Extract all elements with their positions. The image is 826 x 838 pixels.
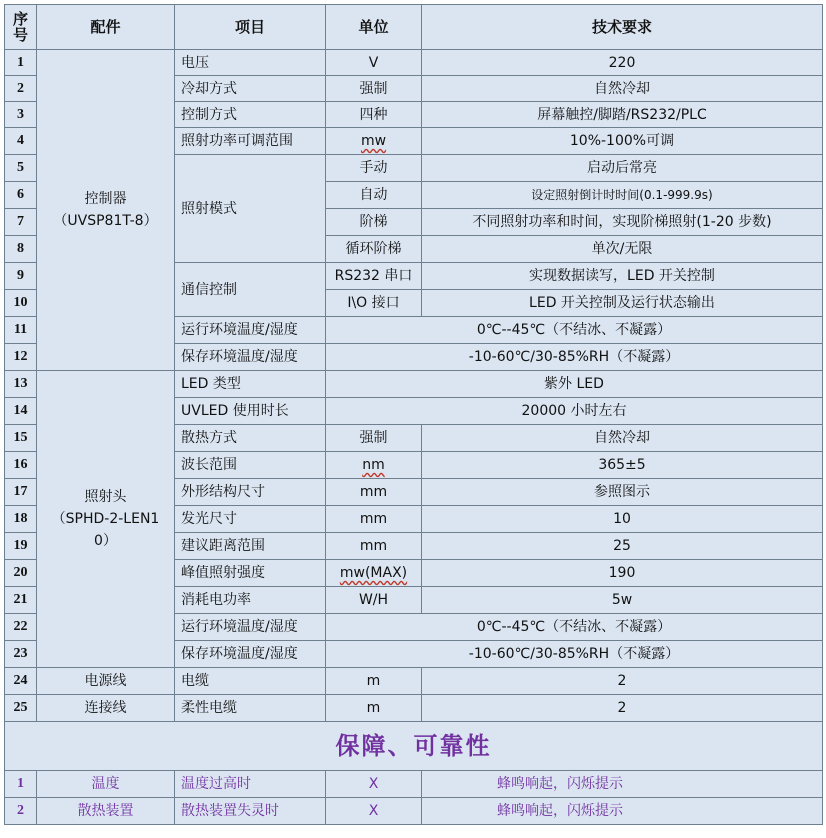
unit-cell: RS232 串口 [326,263,422,290]
item-cell: 保存环境温度/湿度 [175,641,326,668]
item-cell: 保存环境温度/湿度 [175,344,326,371]
requirement-cell: 单次/无限 [422,236,823,263]
row-no: 4 [5,128,37,155]
item-cell: 通信控制 [175,263,326,317]
requirement-cell: 2 [422,668,823,695]
requirement-cell: 紫外 LED [326,371,823,398]
row-no: 25 [5,695,37,722]
row-no: 1 [5,771,37,798]
row-no: 7 [5,209,37,236]
row-no: 12 [5,344,37,371]
item-cell: 控制方式 [175,102,326,128]
table-row [5,798,823,825]
requirement-cell: 0℃--45℃（不结冰、不凝露） [326,614,823,641]
table-row [5,668,823,695]
row-no: 5 [5,155,37,182]
item-cell: 消耗电功率 [175,587,326,614]
requirement-cell: 5w [422,587,823,614]
part-cell: 散热装置 [37,798,175,825]
item-cell: 照射模式 [175,155,326,263]
unit-cell: 阶梯 [326,209,422,236]
section-title: 保障、可靠性 [5,722,823,771]
row-no: 23 [5,641,37,668]
row-no: 24 [5,668,37,695]
row-no: 14 [5,398,37,425]
unit-cell: V [326,50,422,76]
row-no: 11 [5,317,37,344]
item-cell: 柔性电缆 [175,695,326,722]
unit-cell: X [326,771,422,798]
requirement-cell: 10%-100%可调 [422,128,823,155]
requirement-cell: 蜂鸣响起，闪烁提示 [422,771,823,798]
item-cell: 外形结构尺寸 [175,479,326,506]
unit-cell: 强制 [326,76,422,102]
requirement-cell: 25 [422,533,823,560]
row-no: 16 [5,452,37,479]
table-row [5,50,823,76]
unit-cell: X [326,798,422,825]
requirement-cell: 屏幕触控/脚踏/RS232/PLC [422,102,823,128]
requirement-cell: 220 [422,50,823,76]
unit-cell: W/H [326,587,422,614]
item-cell: 照射功率可调范围 [175,128,326,155]
unit-cell: I\O 接口 [326,290,422,317]
row-no: 15 [5,425,37,452]
controller-part-cell: 控制器 （UVSP81T-8） [37,50,175,371]
requirement-cell: 自然冷却 [422,76,823,102]
item-cell: 运行环境温度/湿度 [175,614,326,641]
unit-cell: 自动 [326,182,422,209]
row-no: 13 [5,371,37,398]
unit-cell: m [326,695,422,722]
unit-cell: mw [326,128,422,155]
requirement-cell: 参照图示 [422,479,823,506]
row-no: 9 [5,263,37,290]
unit-cell: mm [326,506,422,533]
part-cell: 温度 [37,771,175,798]
unit-cell: mm [326,479,422,506]
row-no: 2 [5,798,37,825]
requirement-cell: LED 开关控制及运行状态输出 [422,290,823,317]
requirement-cell: 2 [422,695,823,722]
requirement-cell: 365±5 [422,452,823,479]
header-item: 项目 [175,5,326,50]
item-cell: 温度过高时 [175,771,326,798]
section-row [5,722,823,771]
unit-cell: 手动 [326,155,422,182]
requirement-cell: 20000 小时左右 [326,398,823,425]
row-no: 22 [5,614,37,641]
header-requirement: 技术要求 [422,5,823,50]
table-row [5,371,823,398]
table-row [5,771,823,798]
requirement-cell: 设定照射倒计时时间(0.1-999.9s) [422,182,823,209]
requirement-cell: 启动后常亮 [422,155,823,182]
item-cell: 波长范围 [175,452,326,479]
row-no: 6 [5,182,37,209]
item-cell: 电缆 [175,668,326,695]
item-cell: 散热方式 [175,425,326,452]
row-no: 17 [5,479,37,506]
item-cell: 冷却方式 [175,76,326,102]
head-part-cell: 照射头 （SPHD-2-LEN1 0） [37,371,175,668]
row-no: 8 [5,236,37,263]
requirement-cell: 10 [422,506,823,533]
header-part: 配件 [37,5,175,50]
unit-cell: mw(MAX) [326,560,422,587]
requirement-cell: -10-60℃/30-85%RH（不凝露） [326,344,823,371]
item-cell: 电压 [175,50,326,76]
row-no: 19 [5,533,37,560]
row-no: 3 [5,102,37,128]
unit-cell: 循环阶梯 [326,236,422,263]
table-row [5,695,823,722]
unit-cell: 四种 [326,102,422,128]
item-cell: LED 类型 [175,371,326,398]
part-cell: 连接线 [37,695,175,722]
row-no: 21 [5,587,37,614]
unit-cell: m [326,668,422,695]
item-cell: 建议距离范围 [175,533,326,560]
requirement-cell: -10-60℃/30-85%RH（不凝露） [326,641,823,668]
requirement-cell: 自然冷却 [422,425,823,452]
item-cell: 散热装置失灵时 [175,798,326,825]
requirement-cell: 蜂鸣响起，闪烁提示 [422,798,823,825]
unit-cell: 强制 [326,425,422,452]
row-no: 1 [5,50,37,76]
header-row [5,5,823,50]
spec-table [4,4,823,825]
row-no: 18 [5,506,37,533]
requirement-cell: 190 [422,560,823,587]
header-unit: 单位 [326,5,422,50]
row-no: 10 [5,290,37,317]
requirement-cell: 0℃--45℃（不结冰、不凝露） [326,317,823,344]
item-cell: 运行环境温度/湿度 [175,317,326,344]
header-no: 序 号 [5,5,37,50]
item-cell: UVLED 使用时长 [175,398,326,425]
requirement-cell: 不同照射功率和时间，实现阶梯照射(1-20 步数) [422,209,823,236]
requirement-cell: 实现数据读写，LED 开关控制 [422,263,823,290]
item-cell: 峰值照射强度 [175,560,326,587]
unit-cell: nm [326,452,422,479]
unit-cell: mm [326,533,422,560]
row-no: 20 [5,560,37,587]
part-cell: 电源线 [37,668,175,695]
row-no: 2 [5,76,37,102]
item-cell: 发光尺寸 [175,506,326,533]
